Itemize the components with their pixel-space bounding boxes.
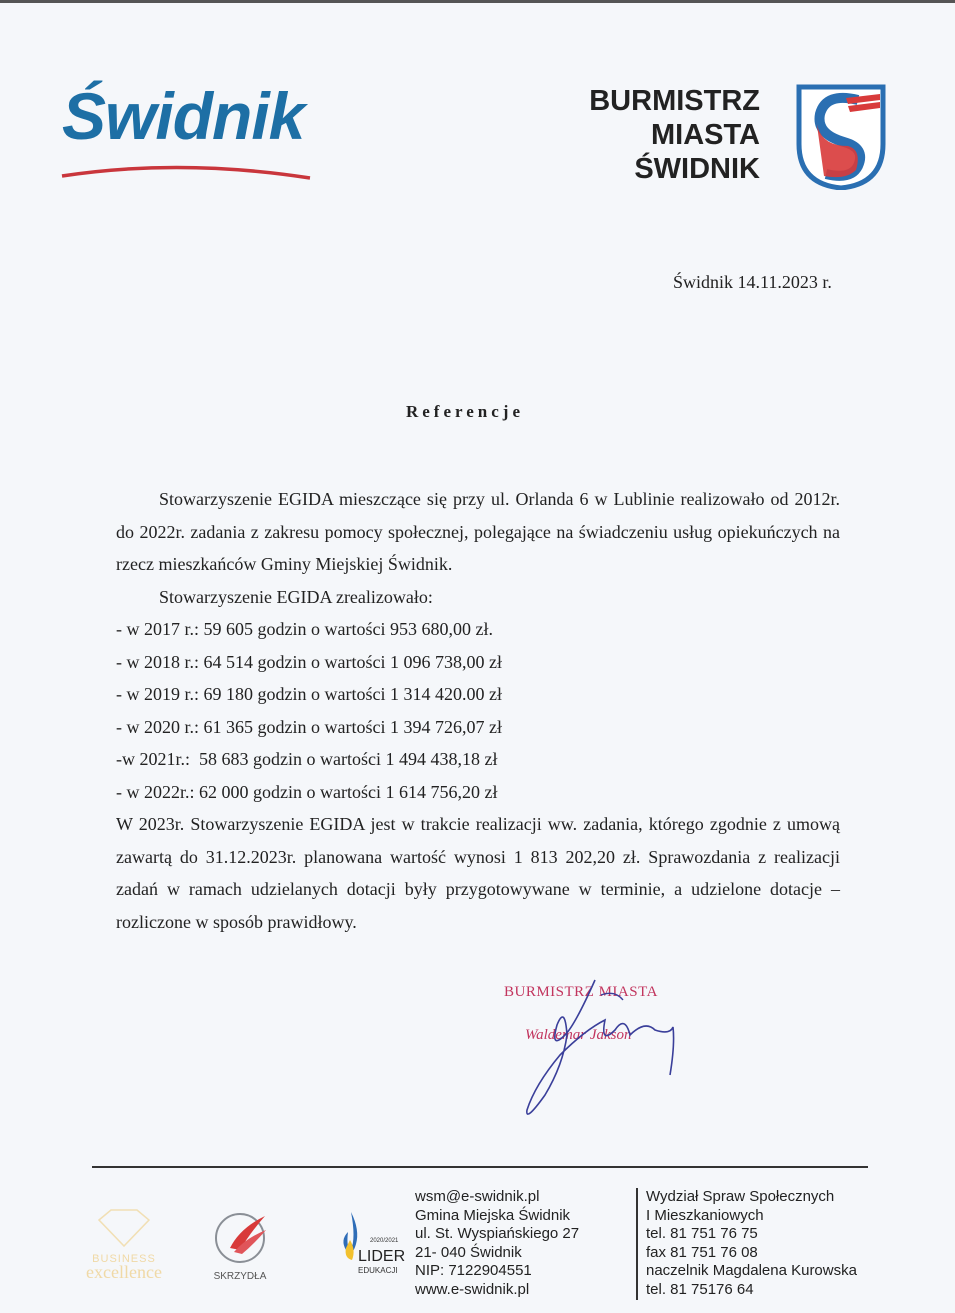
- department-line: Wydział Spraw Społecznych: [646, 1188, 835, 1205]
- header-title-line: ŚWIDNIK: [634, 153, 760, 185]
- swidnik-logo: Świdnik: [62, 79, 305, 153]
- paragraph: W 2023r. Stowarzyszenie EGIDA jest w trakcie realizacji ww. zadania, którego zgodnie z umową zawartą do 31.12.2023r. planowana wartość wynosi 1 813 202,20 zł. Sprawozdania z realizacji zadań w ramach udzielanych dotacji były przygotowywane w terminie, a udzielone dotacje – rozliczone w sposób prawidłowy.: [116, 814, 840, 932]
- lider-logo-year: 2020/2021: [370, 1238, 399, 1244]
- header-title-line: MIASTA: [650, 119, 760, 151]
- list-item: - w 2022r.: 62 000 godzin o wartości 1 614 756,20 zł: [116, 781, 498, 802]
- logo-swoosh-icon: [60, 160, 315, 182]
- document-title: Referencje: [405, 402, 525, 421]
- wings-icon: [210, 1208, 270, 1266]
- list-item: -w 2021r.: 58 683 godzin o wartości 1 494 438,18 zł: [116, 749, 498, 769]
- diamond-icon: [89, 1208, 159, 1248]
- department-line: fax 81 751 76 08: [646, 1243, 758, 1261]
- header-title-line: BURMISTRZ: [589, 85, 760, 117]
- business-excellence-logo: [74, 1208, 174, 1283]
- document-date: Świdnik 14.11.2023 r.: [673, 272, 832, 292]
- department-block: [646, 1188, 857, 1300]
- list-item: - w 2019 r.: 69 180 godzin o wartości 1 314 420.00 zł: [116, 684, 502, 704]
- contact-email[interactable]: wsm@e-swidnik.pl: [415, 1188, 540, 1205]
- department-line: naczelnik Magdalena Kurowska: [646, 1262, 857, 1280]
- footer-separator: [636, 1188, 638, 1300]
- coat-of-arms-icon: [796, 84, 886, 190]
- footer-divider: [92, 1166, 868, 1168]
- contact-block: [415, 1188, 579, 1300]
- document-body: [116, 483, 840, 938]
- list-item: - w 2017 r.: 59 605 godzin o wartości 953 680,00 zł.: [116, 619, 493, 639]
- lider-logo-title: LIDER: [358, 1248, 406, 1265]
- paragraph: Stowarzyszenie EGIDA zrealizowało:: [159, 586, 433, 607]
- header-title: [589, 84, 760, 186]
- contact-website[interactable]: www.e-swidnik.pl: [415, 1280, 530, 1298]
- skrzydla-logo: [205, 1208, 275, 1282]
- top-border: [0, 0, 955, 3]
- paragraph: Stowarzyszenie EGIDA mieszczące się przy ul. Orlanda 6 w Lublinie realizowało od 2012r. do 2022r. zadania z zakresu pomocy społecznej, polegające na świadczeniu usług opiekuńczych na rzecz mieszkańców Gminy Miejskiej Świdnik.: [116, 489, 840, 574]
- contact-line: NIP: 7122904551: [415, 1262, 532, 1280]
- list-item: - w 2020 r.: 61 365 godzin o wartości 1 394 726,07 zł: [116, 716, 502, 737]
- skrzydla-logo-text: SKRZYDŁA: [213, 1271, 267, 1282]
- department-line: I Mieszkaniowych: [646, 1206, 764, 1224]
- signature-icon: [505, 975, 685, 1125]
- department-line: tel. 81 751 76 75: [646, 1225, 758, 1243]
- contact-line: Gmina Miejska Świdnik: [415, 1206, 571, 1224]
- business-logo-subtext: excellence: [86, 1262, 162, 1282]
- department-line: tel. 81 75176 64: [646, 1280, 754, 1298]
- lider-logo-subtitle: EDUKACJI: [358, 1266, 398, 1275]
- stamp-name: Waldemar Jakson: [525, 1027, 632, 1043]
- contact-line: 21- 040 Świdnik: [415, 1243, 522, 1261]
- contact-line: ul. St. Wyspiańskiego 27: [415, 1225, 580, 1243]
- list-item: - w 2018 r.: 64 514 godzin o wartości 1 096 738,00 zł: [116, 651, 502, 672]
- stamp-title: BURMISTRZ MIASTA: [504, 984, 658, 1000]
- business-logo-text: BUSINESS: [92, 1253, 156, 1265]
